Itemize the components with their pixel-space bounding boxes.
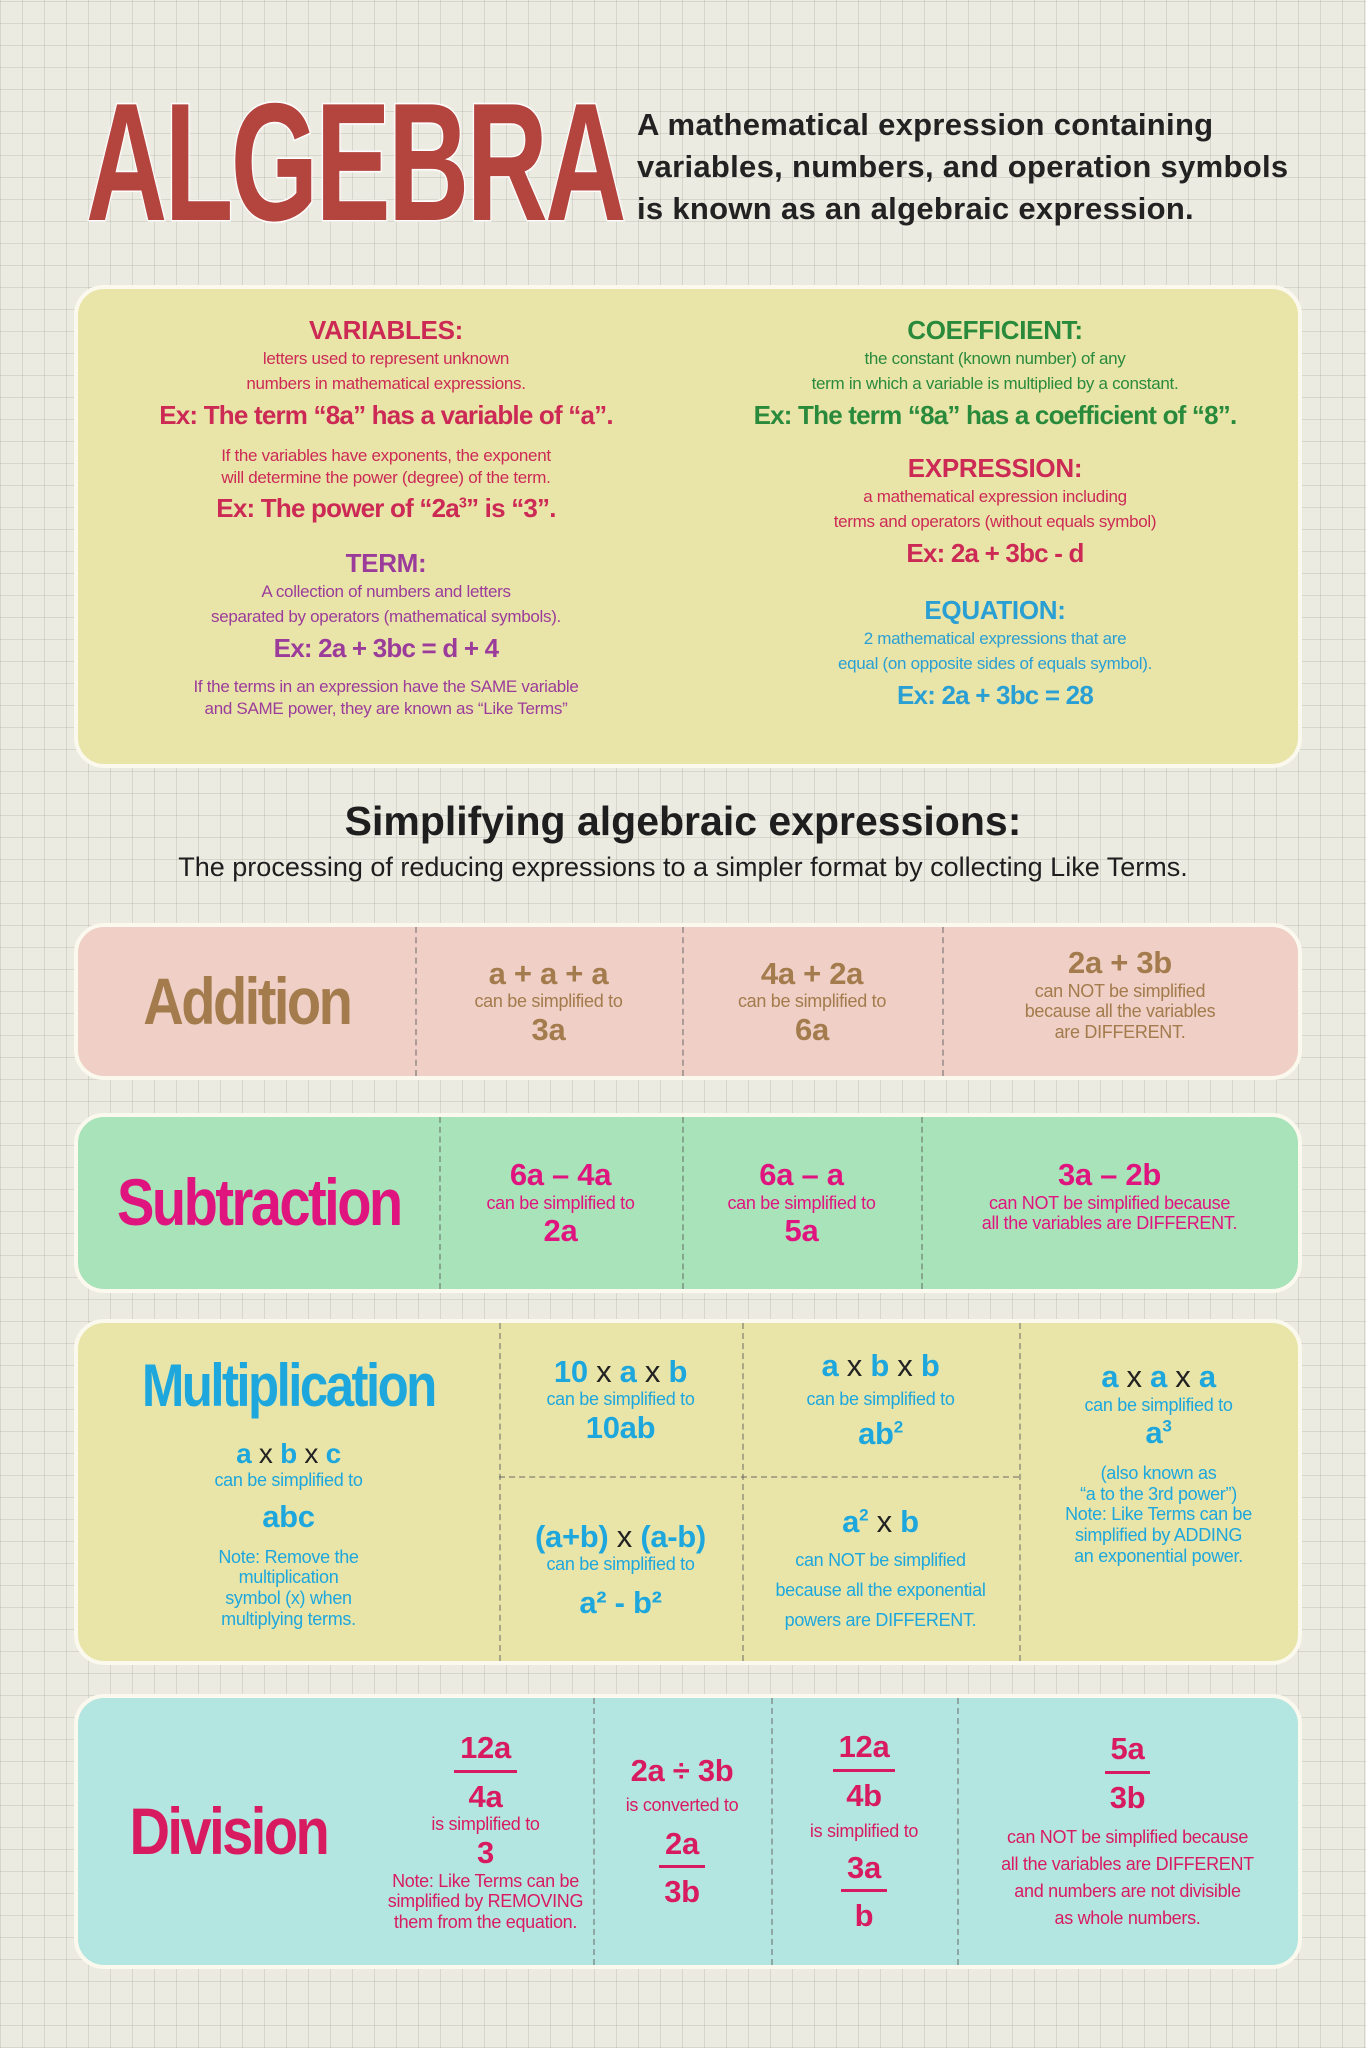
example-power <box>84 493 688 524</box>
note: all the variables are DIFFERENT <box>1001 1853 1254 1874</box>
expr: 6a – 4a <box>509 1157 612 1193</box>
numerator: 12a <box>454 1730 517 1773</box>
superscript: 2 <box>859 1505 869 1525</box>
denominator: 4a <box>468 1778 503 1814</box>
note: symbol (x) when <box>225 1587 352 1608</box>
note: can NOT be simplified because <box>1006 1826 1249 1847</box>
result <box>858 1416 903 1452</box>
variables-heading: VARIABLES: <box>309 315 463 345</box>
intro-text <box>637 104 1317 230</box>
denominator: 3b <box>1109 1780 1146 1815</box>
var: b <box>900 1503 919 1539</box>
var: b <box>280 1438 297 1469</box>
var: a <box>842 1503 860 1539</box>
mid: can be simplified to <box>1084 1394 1233 1415</box>
result: 3a <box>531 1011 566 1047</box>
note: will determine the power (degree) of the term. <box>221 468 551 487</box>
note: If the terms in an expression have the SAME variable <box>193 677 579 696</box>
mid: can be simplified to <box>214 1470 363 1491</box>
denominator: 3b <box>664 1874 700 1910</box>
fraction <box>841 1850 887 1934</box>
multiplication-label: Multiplication <box>142 1352 435 1419</box>
expr: 2a ÷ 3b <box>630 1753 734 1789</box>
note: can NOT be simplified <box>795 1550 966 1571</box>
var: b <box>870 1347 889 1383</box>
superscript: 3 <box>1162 1417 1172 1436</box>
mid: can be simplified to <box>737 991 887 1012</box>
note: (also known as <box>1100 1462 1217 1483</box>
example: Ex: The term “8a” has a coefficient of “8”. <box>753 400 1237 430</box>
denominator: b <box>854 1898 874 1934</box>
mid: can be simplified to <box>486 1192 635 1213</box>
subtraction-label: Subtraction <box>116 1165 401 1240</box>
mid: can be simplified to <box>806 1389 955 1410</box>
var: a <box>236 1438 252 1469</box>
desc: terms and operators (without equals symbol) <box>833 512 1157 531</box>
division-example <box>957 1698 1298 1965</box>
expr: 10 x a x b <box>553 1353 688 1389</box>
var: a <box>1150 1359 1167 1394</box>
division-label: Division <box>129 1793 327 1868</box>
term-heading: TERM: <box>345 548 427 578</box>
var: b <box>920 1347 940 1383</box>
subtraction-example <box>439 1117 682 1289</box>
times: x <box>304 1438 319 1469</box>
intro-line: variables, numbers, and operation symbols <box>637 149 1289 184</box>
note: “a to the 3rd power”) <box>1080 1483 1237 1504</box>
addition-panel <box>74 923 1302 1080</box>
term-section <box>84 548 688 720</box>
equation-section <box>692 595 1298 711</box>
expr: 2a + 3b <box>1068 945 1172 980</box>
note: and numbers are not divisible <box>1014 1880 1241 1901</box>
text: Ex: The power of “2a <box>216 493 459 523</box>
addition-example <box>682 927 942 1076</box>
note: because all the exponential <box>775 1580 986 1601</box>
subtraction-example <box>921 1117 1298 1289</box>
times: x <box>258 1438 273 1469</box>
note: because all the variables <box>1024 1001 1216 1022</box>
desc: numbers in mathematical expressions. <box>246 374 526 393</box>
note: are DIFFERENT. <box>1054 1022 1186 1043</box>
result: a² - b² <box>579 1584 662 1620</box>
var: b <box>668 1353 688 1389</box>
mid: can be simplified to <box>546 1554 695 1575</box>
var: c <box>325 1438 341 1469</box>
right-column <box>692 305 1298 715</box>
fraction <box>659 1826 705 1910</box>
mid: can be simplified to <box>546 1389 695 1410</box>
factor: (a+b) <box>535 1518 609 1554</box>
note: all the variables are DIFFERENT. <box>981 1213 1238 1234</box>
division-example <box>378 1698 593 1965</box>
mid: is simplified to <box>809 1821 919 1842</box>
desc: separated by operators (mathematical symbols). <box>211 607 561 626</box>
note: can NOT be simplified <box>1034 980 1206 1001</box>
desc: letters used to represent unknown <box>262 349 510 368</box>
desc: 2 mathematical expressions that are <box>863 629 1127 648</box>
mid: can be simplified to <box>474 991 623 1012</box>
division-panel <box>74 1694 1302 1969</box>
var: a <box>1198 1359 1216 1394</box>
mid: can be simplified to <box>727 1192 876 1213</box>
definitions-panel <box>74 285 1302 768</box>
coefficient-section <box>692 315 1298 431</box>
subtraction-panel <box>74 1113 1302 1293</box>
poster-title: ALGEBRA <box>86 68 624 256</box>
text: ” is “3”. <box>466 493 556 523</box>
note: Note: Like Terms can be <box>1065 1504 1252 1525</box>
expression-heading: EXPRESSION: <box>907 453 1083 483</box>
intro-line: A mathematical expression containing <box>637 107 1214 142</box>
numerator: 3a <box>841 1850 887 1893</box>
note: If the variables have exponents, the exponent <box>221 446 551 465</box>
expr: a x a x a <box>1101 1359 1216 1394</box>
mid: is simplified to <box>431 1814 540 1835</box>
multiplication-example <box>742 1323 1019 1476</box>
note: multiplying terms. <box>221 1608 356 1629</box>
note: Note: Like Terms can be <box>392 1870 579 1891</box>
multiplication-panel <box>74 1319 1302 1665</box>
note: and SAME power, they are known as “Like Terms” <box>204 699 568 718</box>
section-subtitle: The processing of reducing expressions to a simpler format by collecting Like Terms. <box>178 852 1188 882</box>
result: 10ab <box>585 1409 656 1445</box>
example: Ex: 2a + 3bc - d <box>906 538 1084 568</box>
intro-line: is known as an algebraic expression. <box>637 191 1194 226</box>
addition-example <box>942 927 1298 1076</box>
coefficient-heading: COEFFICIENT: <box>907 315 1083 345</box>
expr: 6a – a <box>759 1157 844 1193</box>
note: as whole numbers. <box>1054 1907 1201 1928</box>
result: abc <box>262 1498 315 1534</box>
multiplication-example <box>742 1478 1019 1661</box>
numerator: 5a <box>1105 1731 1151 1774</box>
var: a <box>1101 1359 1119 1394</box>
expr: $a^2$ x b <box>842 1503 919 1539</box>
multiplication-main <box>78 1323 499 1661</box>
var: a <box>619 1353 637 1389</box>
expr: 3a – 2b <box>1057 1157 1162 1192</box>
multiplication-example <box>1019 1323 1298 1661</box>
fraction <box>454 1730 517 1814</box>
denominator: 4b <box>846 1777 882 1813</box>
note: can NOT be simplified because <box>988 1192 1231 1213</box>
fraction <box>833 1729 896 1813</box>
mid: is converted to <box>625 1794 739 1815</box>
desc: equal (on opposite sides of equals symbol). <box>837 654 1153 673</box>
expression-section <box>692 453 1298 569</box>
superscript: 2 <box>893 1417 903 1437</box>
note: Note: Remove the <box>218 1546 359 1567</box>
example: Ex: The term “8a” has a variable of “a”. <box>159 400 613 430</box>
result: 3 <box>477 1835 494 1871</box>
multiplication-example <box>499 1323 742 1476</box>
result: 6a <box>795 1011 829 1047</box>
num: 10 <box>553 1353 588 1389</box>
note: multiplication <box>238 1567 339 1588</box>
variables-section <box>84 315 688 524</box>
desc: the constant (known number) of any <box>864 349 1126 368</box>
note: powers are DIFFERENT. <box>784 1610 977 1631</box>
desc: term in which a variable is multiplied by a constant. <box>811 374 1179 393</box>
subtraction-example <box>682 1117 921 1289</box>
equation-heading: EQUATION: <box>924 595 1066 625</box>
desc: a mathematical expression including <box>863 487 1127 506</box>
example: Ex: 2a + 3bc = 28 <box>897 680 1093 710</box>
numerator: 2a <box>659 1826 705 1869</box>
expr: 4a + 2a <box>760 955 864 991</box>
desc: A collection of numbers and letters <box>261 582 511 601</box>
expr: a x b x b <box>821 1347 940 1383</box>
expr <box>236 1438 341 1470</box>
note: simplified by REMOVING <box>387 1891 584 1912</box>
expr: a + a + a <box>488 955 609 991</box>
section-heading: Simplifying algebraic expressions: <box>344 798 1022 844</box>
var: a <box>821 1347 839 1383</box>
fraction <box>1105 1731 1151 1815</box>
addition-label: Addition <box>142 963 351 1038</box>
text: ab <box>858 1415 894 1451</box>
example: Ex: 2a + 3bc = d + 4 <box>273 633 499 663</box>
addition-example <box>415 927 682 1076</box>
result: 2a <box>543 1213 578 1249</box>
expr: (a+b) x (a-b) <box>535 1518 706 1554</box>
superscript: 3 <box>458 495 467 512</box>
text: a <box>1145 1415 1163 1451</box>
numerator: 12a <box>833 1729 896 1772</box>
division-example <box>593 1698 771 1965</box>
division-example <box>771 1698 957 1965</box>
multiplication-example <box>499 1478 742 1661</box>
note: simplified by ADDING <box>1074 1525 1243 1546</box>
note: them from the equation. <box>393 1912 578 1933</box>
result: 5a <box>784 1213 819 1249</box>
factor: (a-b) <box>640 1518 706 1554</box>
left-column <box>84 305 688 720</box>
note: an exponential power. <box>1074 1545 1243 1566</box>
result <box>1145 1415 1171 1451</box>
